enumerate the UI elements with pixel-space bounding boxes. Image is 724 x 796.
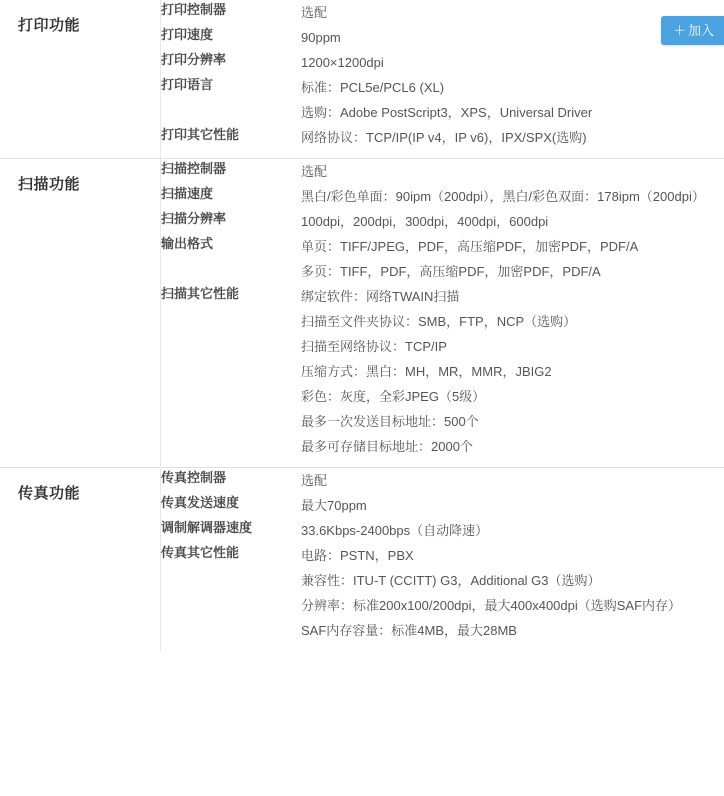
spec-value-line: 最大70ppm <box>301 498 367 513</box>
spec-value-line: 最多可存储目标地址：2000个 <box>301 439 473 454</box>
section-title: 传真功能 <box>0 468 161 652</box>
spec-row <box>161 468 724 493</box>
spec-row <box>161 209 724 234</box>
spec-row <box>161 184 724 209</box>
spec-row <box>161 50 724 75</box>
spec-row <box>161 234 724 284</box>
spec-value-line: 100dpi，200dpi，300dpi，400dpi，600dpi <box>301 214 549 229</box>
spec-value-line: 网络协议：TCP/IP(IP v4，IP v6)，IPX/SPX(选购) <box>301 130 587 145</box>
spec-value <box>301 159 724 184</box>
spec-row <box>161 493 724 518</box>
spec-label: 打印语言 <box>161 77 214 92</box>
spec-value <box>301 493 724 518</box>
section-body <box>161 0 724 159</box>
spec-value-line: 90ppm <box>301 30 341 45</box>
section-spacer <box>161 459 724 467</box>
spec-label: 扫描控制器 <box>161 161 227 176</box>
spec-value <box>301 209 724 234</box>
spec-label: 扫描其它性能 <box>161 286 240 301</box>
spec-value-line: 33.6Kbps-2400bps（自动降速） <box>301 523 489 538</box>
section-title: 扫描功能 <box>0 159 161 468</box>
section-rows <box>161 468 724 651</box>
spec-label: 打印控制器 <box>161 2 227 17</box>
spec-value-line: 扫描至文件夹协议：SMB，FTP，NCP（选购） <box>301 314 577 329</box>
spec-value-line: 选配 <box>301 164 328 179</box>
spec-value-line: 分辨率：标准200x100/200dpi，最大400x400dpi（选购SAF内存） <box>301 598 682 613</box>
spec-value-line: 1200×1200dpi <box>301 55 384 70</box>
spec-value-line: 压缩方式：黑白：MH，MR，MMR，JBIG2 <box>301 364 552 379</box>
spec-value-line: 选配 <box>301 473 328 488</box>
spec-value <box>301 184 724 209</box>
spec-label: 打印分辨率 <box>161 52 227 67</box>
spec-value-line: 最多一次发送目标地址：500个 <box>301 414 479 429</box>
spec-label: 输出格式 <box>161 236 214 251</box>
spec-row <box>161 518 724 543</box>
spec-value-line: 绑定软件：网络TWAIN扫描 <box>301 289 460 304</box>
spec-value <box>301 234 724 284</box>
spec-value-line: 兼容性：ITU-T (CCITT) G3，Additional G3（选购） <box>301 573 601 588</box>
spec-value <box>301 518 724 543</box>
add-to-compare-label: 加入 <box>687 23 714 38</box>
spec-value-line: 多页：TIFF，PDF，高压缩PDF，加密PDF，PDF/A <box>301 264 601 279</box>
section-spacer <box>161 150 724 158</box>
spec-label: 调制解调器速度 <box>161 520 253 535</box>
spec-label: 传真控制器 <box>161 470 227 485</box>
spec-value <box>301 468 724 493</box>
add-to-compare-button[interactable] <box>661 16 724 45</box>
spec-row <box>161 159 724 184</box>
spec-label: 传真其它性能 <box>161 545 240 560</box>
spec-value-line: 选配 <box>301 5 328 20</box>
section-body <box>161 468 724 652</box>
spec-value <box>301 125 724 150</box>
section-body <box>161 159 724 468</box>
spec-value-line: 电路：PSTN，PBX <box>301 548 414 563</box>
spec-section <box>0 0 724 159</box>
spec-value-line: 扫描至网络协议：TCP/IP <box>301 339 447 354</box>
spec-row <box>161 125 724 150</box>
spec-value-line: 彩色：灰度，全彩JPEG（5级） <box>301 389 486 404</box>
spec-value <box>301 284 724 459</box>
spec-label: 打印速度 <box>161 27 214 42</box>
spec-row <box>161 75 724 125</box>
spec-row <box>161 0 724 25</box>
spec-section <box>0 159 724 468</box>
spec-row <box>161 25 724 50</box>
spec-value-line: 单页：TIFF/JPEG，PDF，高压缩PDF，加密PDF，PDF/A <box>301 239 639 254</box>
spec-value <box>301 543 724 643</box>
spec-label: 扫描速度 <box>161 186 214 201</box>
section-title: 打印功能 <box>0 0 161 159</box>
plus-icon: ＋ <box>672 23 686 38</box>
spec-value-line: 标准：PCL5e/PCL6 (XL) <box>301 80 445 95</box>
spec-value-line: 选购：Adobe PostScript3，XPS，Universal Driver <box>301 105 593 120</box>
spec-row <box>161 284 724 459</box>
spec-value-line: 黑白/彩色单面：90ipm（200dpi），黑白/彩色双面：178ipm（200dpi） <box>301 189 705 204</box>
spec-label: 扫描分辨率 <box>161 211 227 226</box>
section-rows <box>161 0 724 158</box>
spec-value <box>301 75 724 125</box>
section-spacer <box>161 643 724 651</box>
spec-row <box>161 543 724 643</box>
spec-section <box>0 468 724 652</box>
section-rows <box>161 159 724 467</box>
spec-value <box>301 50 724 75</box>
spec-label: 打印其它性能 <box>161 127 240 142</box>
spec-label: 传真发送速度 <box>161 495 240 510</box>
spec-value-line: SAF内存容量：标准4MB，最大28MB <box>301 623 517 638</box>
